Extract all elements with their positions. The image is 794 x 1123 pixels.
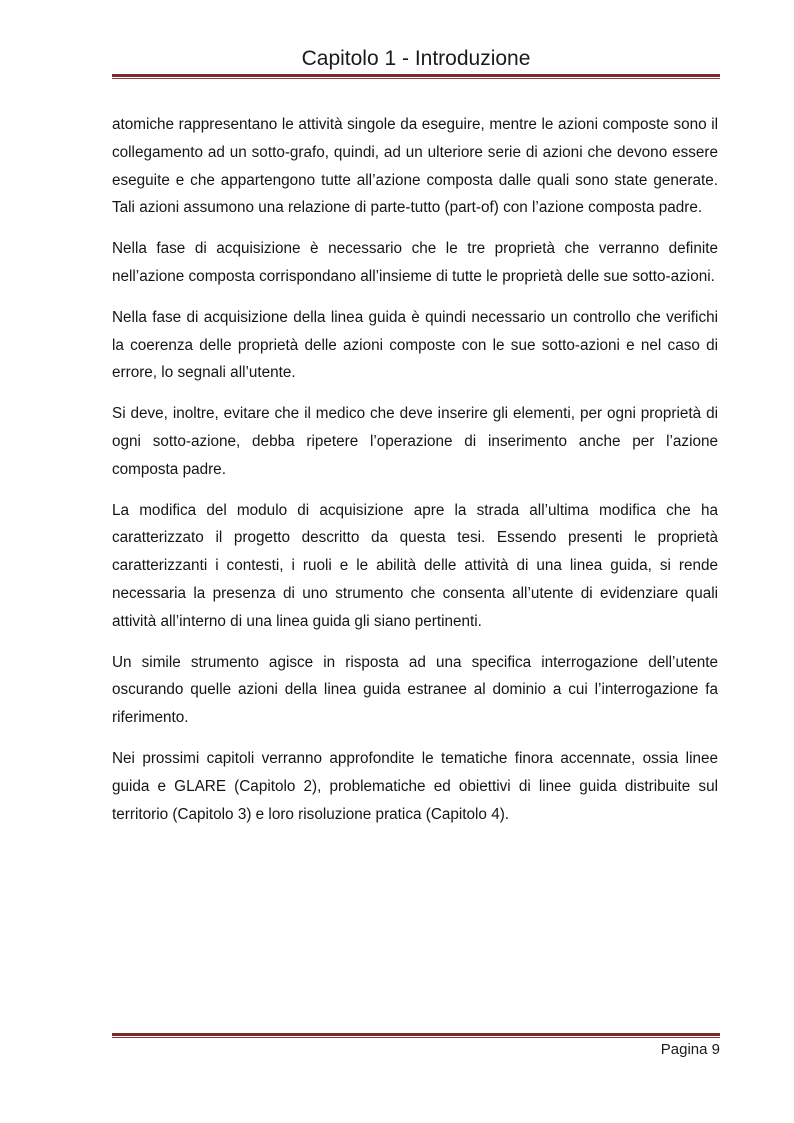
page-header-title: Capitolo 1 - Introduzione: [301, 47, 531, 70]
paragraph-7: Nei prossimi capitoli verranno approfondite le tematiche finora accennate, ossia linee guida e GLARE (Capitolo 2), problematiche ed obiettivi di linee guida distribuite sul territorio (Capitolo 3) e loro risoluzione pratica (Capitolo 4).: [112, 749, 718, 823]
body-text: [112, 111, 718, 841]
paragraph-6: Un simile strumento agisce in risposta ad una specifica interrogazione dell’utente oscurando quelle azioni della linea guida estranee al dominio a cui l’interrogazione fa riferimento.: [112, 653, 718, 727]
footer-rule: [112, 1033, 720, 1038]
paragraph-5: La modifica del modulo di acquisizione apre la strada all’ultima modifica che ha caratterizzato il progetto descritto da questa tesi. Essendo presenti le proprietà caratterizzanti i contesti, i ruoli e le abilità delle attività di una linea guida, si rende necessaria la presenza di uno strumento che consenta all’utente di evidenziare quali attività all’interno di una linea guida gli siano pertinenti.: [112, 501, 718, 630]
paragraph-1: atomiche rappresentano le attività singole da eseguire, mentre le azioni composte sono il collegamento ad un sotto-grafo, quindi, ad un ulteriore serie di azioni che devono essere eseguite e che appartengono tutte all’azione composta dalle quali sono state generate. Tali azioni assumono una relazione di parte-tutto (part-of) con l’azione composta padre.: [112, 116, 718, 217]
paragraph-3: Nella fase di acquisizione della linea guida è quindi necessario un controllo che verifichi la coerenza delle proprietà delle azioni composte con le sue sotto-azioni e nel caso di errore, lo segnali all’utente.: [112, 308, 718, 382]
paragraph-2: Nella fase di acquisizione è necessario che le tre proprietà che verranno definite nell’azione composta corrispondano all’insieme di tutte le proprietà delle sue sotto-azioni.: [112, 240, 718, 285]
page-number: Pagina 9: [660, 1041, 720, 1058]
paragraph-4: Si deve, inoltre, evitare che il medico che deve inserire gli elementi, per ogni proprietà di ogni sotto-azione, debba ripetere l’operazione di inserimento anche per l’azione composta padre.: [112, 405, 718, 478]
header-rule: [112, 74, 720, 79]
